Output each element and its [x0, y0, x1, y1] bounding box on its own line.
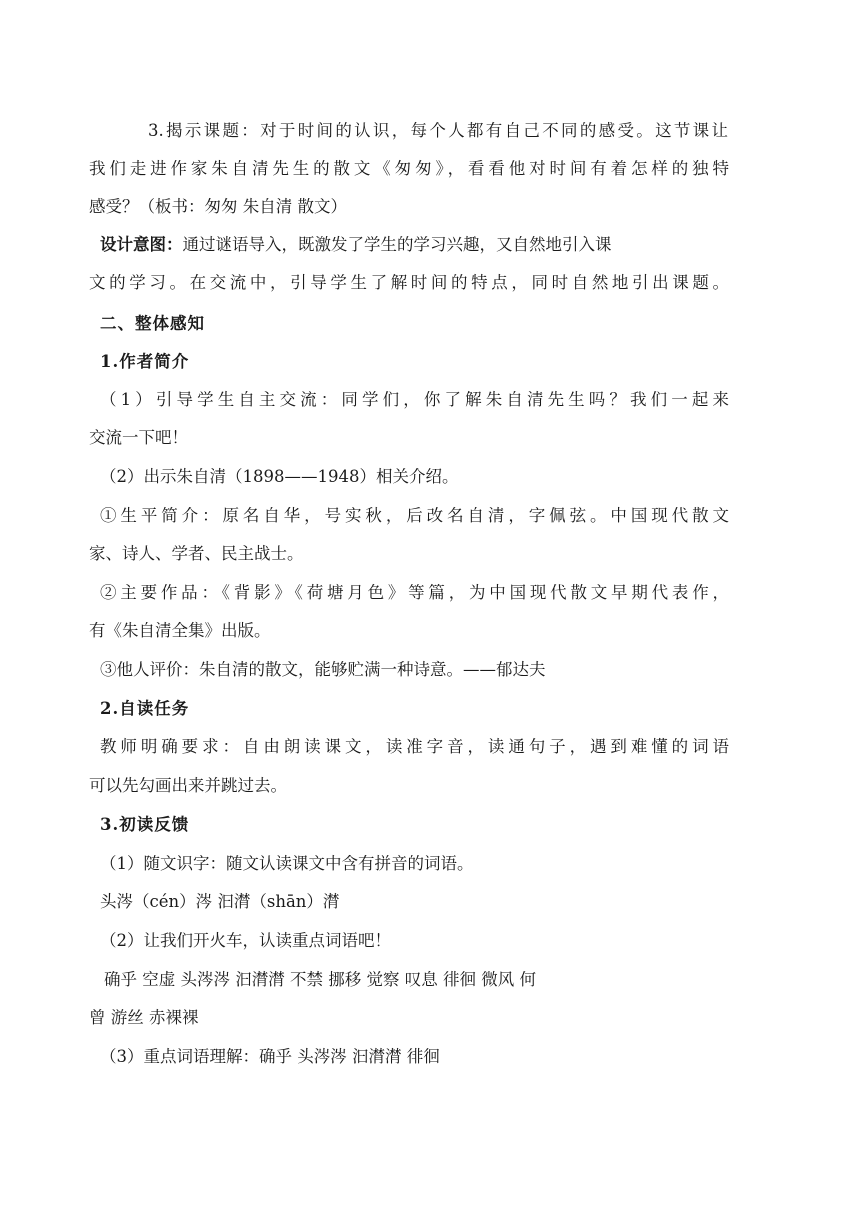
design-intent-line2: 文的学习。在交流中，引导学生了解时间的特点，同时自然地引出课题。 — [89, 273, 729, 292]
pinyin-words: 头涔（cén）涔 汩潸（shān）潸 — [100, 892, 340, 911]
author-intro-item2: （2）出示朱自清（1898——1948）相关介绍。 — [100, 467, 459, 486]
self-reading-line1: 教师明确要求：自由朗读课文，读准字音，读通句子，遇到难懂的词语 — [100, 737, 729, 756]
feedback-item1: （1）随文识字：随文认读课文中含有拼音的词语。 — [100, 854, 474, 873]
life-summary-line1: ①生平简介：原名自华，号实秋，后改名自清，字佩弦。中国现代散文 — [100, 506, 729, 525]
design-intent-line1 — [100, 237, 728, 254]
life-summary-line2: 家、诗人、学者、民主战士。 — [89, 544, 304, 563]
paragraph-reveal-topic-line1: 3.揭示课题：对于时间的认识，每个人都有自己不同的感受。这节课让 — [148, 121, 728, 140]
author-intro-item1-line2: 交流一下吧！ — [89, 428, 188, 447]
feedback-item3: （3）重点词语理解：确乎 头涔涔 汩潸潸 徘徊 — [100, 1047, 440, 1066]
key-words-line2: 曾 游丝 赤裸裸 — [89, 1008, 199, 1027]
feedback-item2: （2）让我们开火车，认读重点词语吧！ — [100, 931, 391, 950]
subheading-self-reading: 2.自读任务 — [100, 699, 190, 718]
subheading-first-reading-feedback: 3.初读反馈 — [100, 815, 190, 834]
major-works-line2: 有《朱自清全集》出版。 — [89, 621, 271, 640]
subheading-author-intro: 1.作者简介 — [100, 352, 190, 371]
major-works-line1: ②主要作品：《背影》《荷塘月色》等篇，为中国现代散文早期代表作， — [100, 583, 729, 602]
paragraph-reveal-topic-line2: 我们走进作家朱自清先生的散文《匆匆》，看看他对时间有着怎样的独特 — [89, 159, 729, 178]
section-heading-overall: 二、整体感知 — [100, 314, 205, 333]
author-intro-item1-line1: （1）引导学生自主交流：同学们，你了解朱自清先生吗？我们一起来 — [100, 390, 729, 409]
key-words-line1: 确乎 空虚 头涔涔 汩潸潸 不禁 挪移 觉察 叹息 徘徊 微风 何 — [104, 970, 536, 989]
paragraph-reveal-topic-line3: 感受？（板书：匆匆 朱自清 散文） — [89, 197, 347, 216]
self-reading-line2: 可以先勾画出来并跳过去。 — [89, 776, 287, 795]
design-intent-label: 设计意图： — [100, 235, 183, 254]
others-evaluation: ③他人评价：朱自清的散文，能够贮满一种诗意。——郁达夫 — [100, 660, 546, 679]
design-intent-text: 通过谜语导入，既激发了学生的学习兴趣，又自然地引入课 — [182, 235, 612, 254]
